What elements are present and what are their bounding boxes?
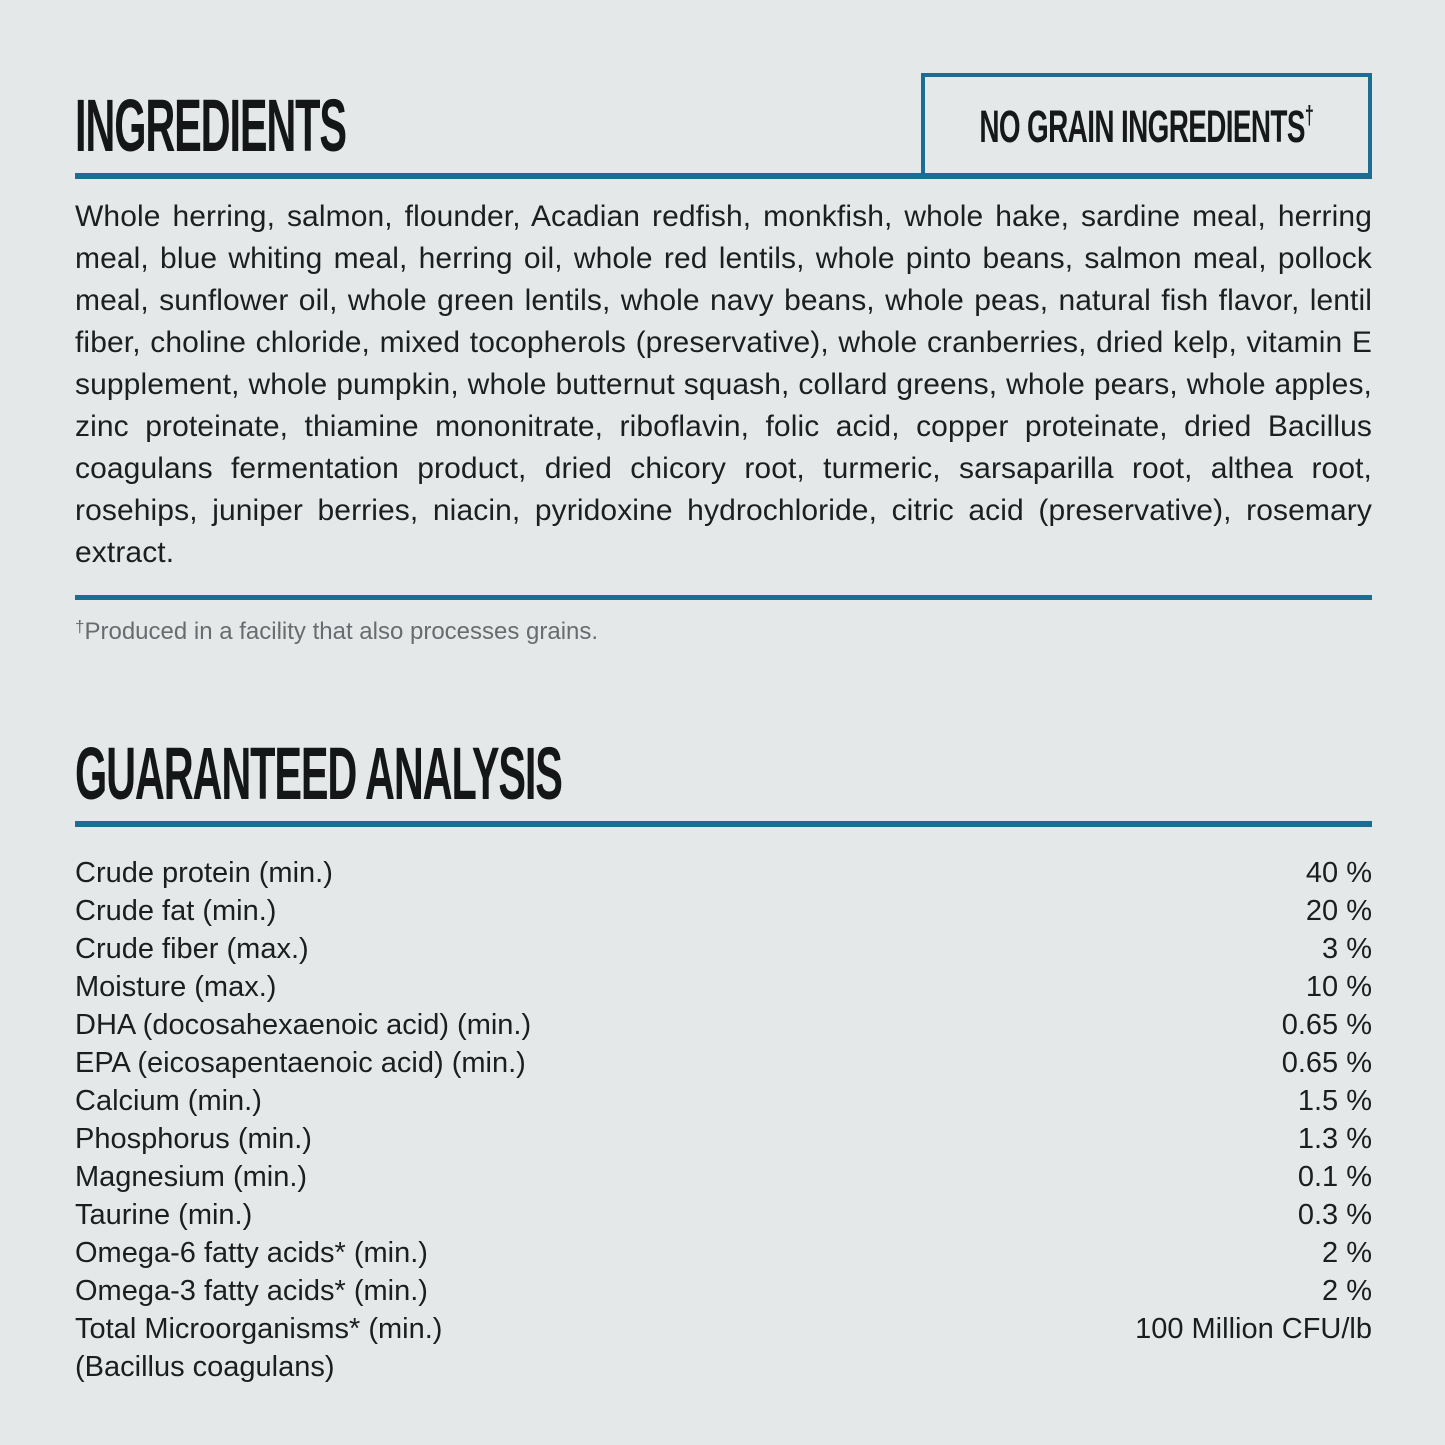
analysis-row (75, 1120, 1372, 1158)
analysis-row-label: Phosphorus (min.) (75, 1123, 312, 1155)
analysis-row (75, 1006, 1372, 1044)
analysis-row (75, 1196, 1372, 1234)
analysis-row-value: 0.1 % (1297, 1161, 1372, 1193)
analysis-row-value: 0.65 % (1281, 1009, 1372, 1041)
analysis-row-value: 0.65 % (1281, 1047, 1372, 1079)
analysis-row-value: 100 Million CFU/lb (1135, 1313, 1372, 1345)
analysis-row-label: Magnesium (min.) (75, 1161, 308, 1193)
analysis-row-label: Crude fiber (max.) (75, 933, 309, 965)
analysis-row (75, 1272, 1372, 1310)
analysis-header (75, 694, 1372, 827)
analysis-row-label: DHA (docosahexaenoic acid) (min.) (75, 1009, 532, 1041)
analysis-row-value: 2 % (1322, 1275, 1372, 1307)
analysis-header-rule (75, 821, 1372, 827)
no-grain-badge-label: NO GRAIN INGREDIENTS (979, 100, 1306, 152)
analysis-row-value: 40 % (1305, 857, 1372, 889)
analysis-row-label: Crude protein (min.) (75, 857, 333, 889)
analysis-row-label: Omega-3 fatty acids* (min.) (75, 1275, 428, 1307)
analysis-row-label: (Bacillus coagulans) (75, 1351, 335, 1383)
analysis-table (75, 854, 1372, 1386)
analysis-row-value: 20 % (1305, 895, 1372, 927)
analysis-row-label: Total Microorganisms* (min.) (75, 1313, 443, 1345)
analysis-row (75, 1044, 1372, 1082)
analysis-title: GUARANTEED ANALYSIS (75, 732, 562, 816)
analysis-row-value: 3 % (1322, 933, 1372, 965)
analysis-row-label: EPA (eicosapentaenoic acid) (min.) (75, 1047, 526, 1079)
analysis-row-value: 10 % (1305, 971, 1372, 1003)
no-grain-badge-text (980, 100, 1314, 153)
analysis-row (75, 1158, 1372, 1196)
analysis-row-value: 0.3 % (1297, 1199, 1372, 1231)
analysis-row-value: 1.3 % (1297, 1123, 1372, 1155)
analysis-row-value: 2 % (1322, 1237, 1372, 1269)
ingredients-title: INGREDIENTS (75, 84, 346, 168)
ingredients-paragraph: Whole herring, salmon, flounder, Acadian redfish, monkfish, whole hake, sardine meal, herring meal, blue whiting meal, herring oil, whole red lentils, whole pinto beans, salmon meal, pollock meal, sunflower oil, whole green lentils, whole navy beans, whole peas, natural fish flavor, lentil fiber, choline chloride, mixed tocopherols (preservative), whole cranberries, dried kelp, vitamin E supplement, whole pumpkin, whole butternut squash, collard greens, whole pears, whole apples, zinc proteinate, thiamine mononitrate, riboflavin, folic acid, copper proteinate, dried Bacillus coagulans fermentation product, dried chicory root, turmeric, sarsaparilla root, althea root, rosehips, juniper berries, niacin, pyridoxine hydrochloride, citric acid (preservative), rosemary extract. (75, 200, 1372, 569)
analysis-row (75, 854, 1372, 892)
footnote-rule (75, 595, 1372, 600)
analysis-row (75, 1234, 1372, 1272)
analysis-row-label: Crude fat (min.) (75, 895, 277, 927)
ingredients-header (75, 0, 1372, 179)
no-grain-badge (921, 73, 1372, 179)
analysis-row (75, 930, 1372, 968)
analysis-row (75, 1082, 1372, 1120)
dagger-icon: † (75, 617, 85, 636)
footnote-divider-wrap (75, 595, 1372, 600)
analysis-row (75, 892, 1372, 930)
analysis-row-label: Moisture (max.) (75, 971, 277, 1003)
grain-facility-footnote (75, 611, 1372, 648)
analysis-row-label: Taurine (min.) (75, 1199, 253, 1231)
ingredients-header-rule (75, 173, 1372, 179)
analysis-row-label: Calcium (min.) (75, 1085, 262, 1117)
analysis-row-label: Omega-6 fatty acids* (min.) (75, 1237, 428, 1269)
footnote-text: Produced in a facility that also processes grains. (84, 618, 599, 645)
analysis-row-value: 1.5 % (1297, 1085, 1372, 1117)
analysis-row (75, 1310, 1372, 1348)
analysis-row (75, 1348, 1372, 1386)
dagger-icon: † (1305, 99, 1314, 130)
analysis-row (75, 968, 1372, 1006)
